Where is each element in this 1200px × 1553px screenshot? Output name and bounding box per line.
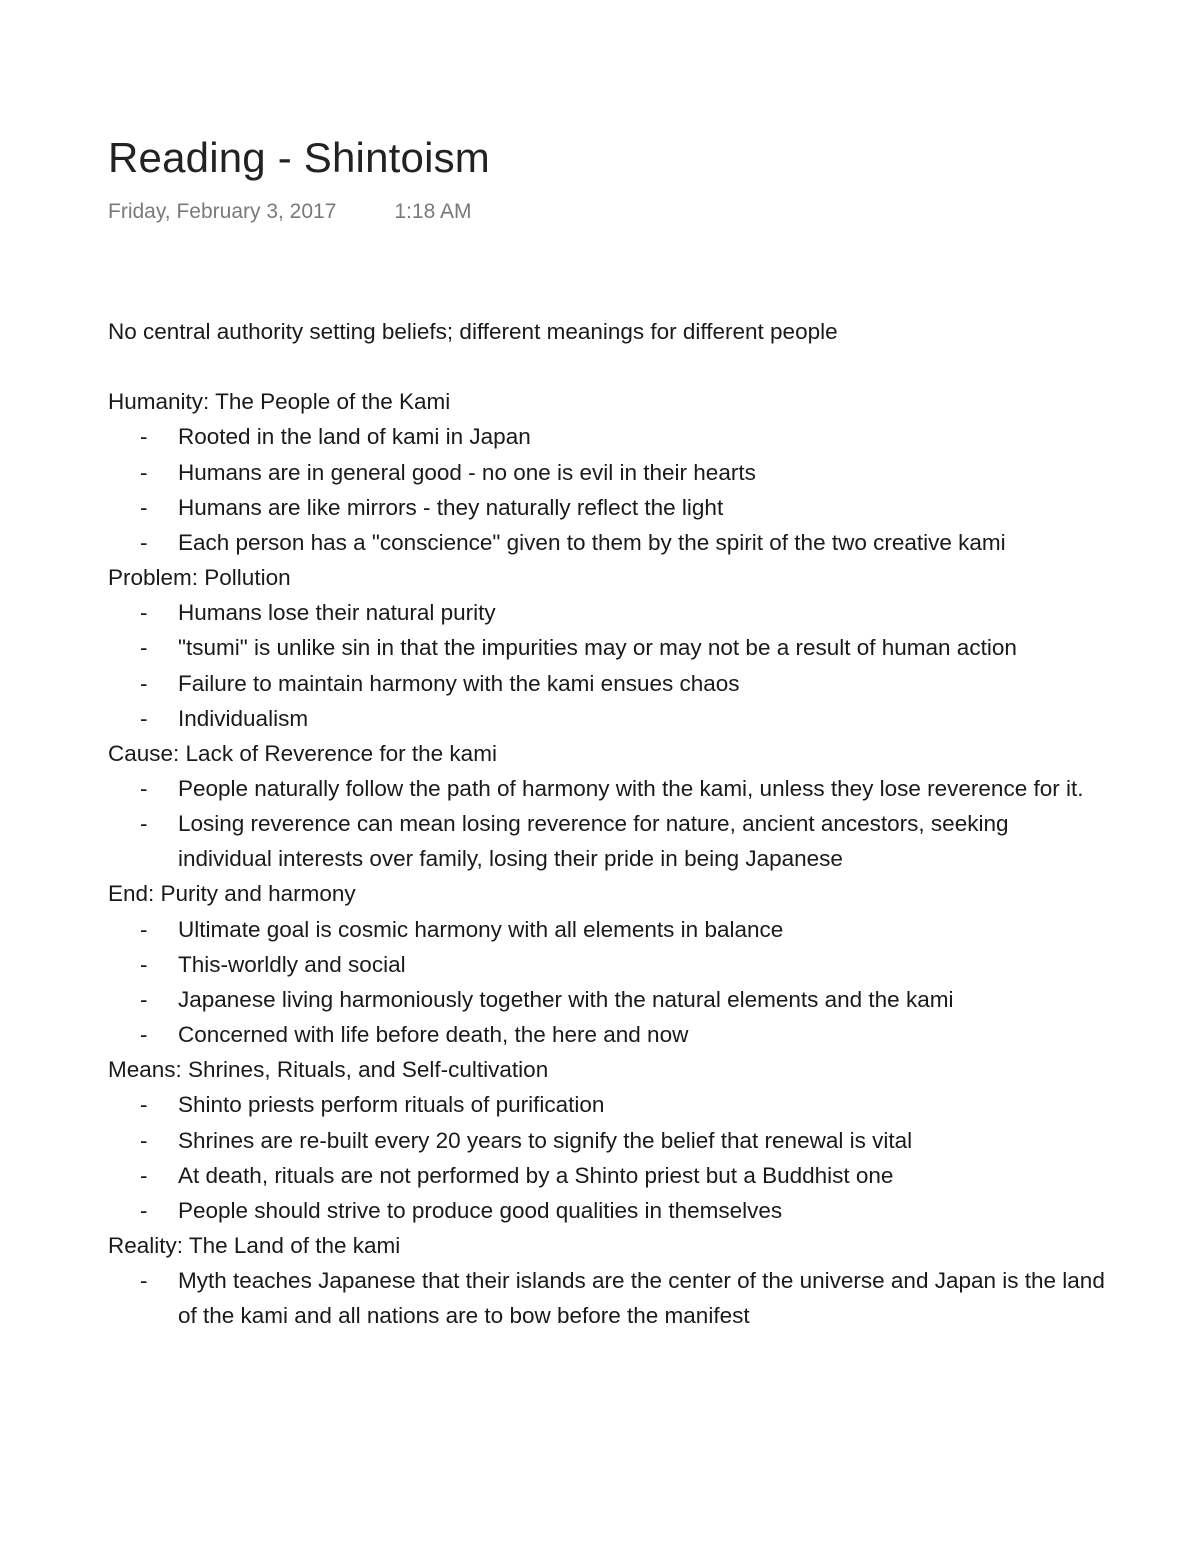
bullet-item bbox=[108, 982, 1108, 1017]
intro-line: No central authority setting beliefs; different meanings for different people bbox=[108, 319, 838, 344]
note-time: 1:18 AM bbox=[394, 200, 472, 223]
bullet-item bbox=[108, 666, 1108, 701]
bullet-item bbox=[108, 525, 1108, 560]
bullet-text: Myth teaches Japanese that their islands are the center of the universe and Japan is the land of the kami and all nations are to bow before the manifest bbox=[178, 1268, 1105, 1329]
page-title: Reading - Shintoism bbox=[108, 134, 490, 181]
bullet-item bbox=[108, 595, 1108, 630]
bullet-dash: - bbox=[140, 529, 148, 555]
section-end bbox=[108, 876, 1108, 1052]
bullet-item bbox=[108, 1193, 1108, 1228]
bullet-text: Japanese living harmoniously together with the natural elements and the kami bbox=[178, 986, 954, 1012]
bullet-text: Each person has a "conscience" given to them by the spirit of the two creative kami bbox=[178, 529, 1006, 555]
bullet-text: "tsumi" is unlike sin in that the impurities may or may not be a result of human action bbox=[178, 635, 1017, 661]
note-body bbox=[108, 314, 1108, 1334]
bullet-text: People should strive to produce good qualities in themselves bbox=[178, 1197, 783, 1223]
bullet-item bbox=[108, 630, 1108, 665]
section-heading: End: Purity and harmony bbox=[108, 881, 356, 907]
bullet-text: Humans lose their natural purity bbox=[178, 600, 496, 626]
note-date: Friday, February 3, 2017 bbox=[108, 200, 337, 223]
bullet-dash: - bbox=[140, 670, 148, 696]
bullet-dash: - bbox=[140, 1092, 148, 1118]
section-heading: Reality: The Land of the kami bbox=[108, 1233, 401, 1259]
section-heading: Means: Shrines, Rituals, and Self-cultivation bbox=[108, 1057, 549, 1083]
bullet-dash: - bbox=[140, 1162, 148, 1188]
bullet-dash: - bbox=[140, 705, 148, 731]
section-humanity bbox=[108, 384, 1108, 560]
bullet-item bbox=[108, 490, 1108, 525]
bullet-dash: - bbox=[140, 776, 148, 802]
note-metadata bbox=[108, 200, 471, 224]
bullet-dash: - bbox=[140, 1197, 148, 1223]
section-cause bbox=[108, 736, 1108, 877]
bullet-dash: - bbox=[140, 635, 148, 661]
bullet-text: Rooted in the land of kami in Japan bbox=[178, 424, 531, 450]
bullet-item bbox=[108, 806, 1108, 876]
bullet-dash: - bbox=[140, 1022, 148, 1048]
bullet-dash: - bbox=[140, 811, 148, 837]
bullet-text: At death, rituals are not performed by a Shinto priest but a Buddhist one bbox=[178, 1162, 894, 1188]
bullet-item bbox=[108, 1017, 1108, 1052]
bullet-item bbox=[108, 1087, 1108, 1122]
bullet-text: This-worldly and social bbox=[178, 951, 406, 977]
bullet-text: Shrines are re-built every 20 years to signify the belief that renewal is vital bbox=[178, 1127, 913, 1153]
bullet-item bbox=[108, 912, 1108, 947]
bullet-list bbox=[108, 1087, 1108, 1228]
bullet-item bbox=[108, 455, 1108, 490]
section-heading: Problem: Pollution bbox=[108, 565, 291, 591]
bullet-text: Losing reverence can mean losing reverence for nature, ancient ancestors, seeking individual interests over family, losing their pride in being Japanese bbox=[178, 811, 1009, 872]
bullet-dash: - bbox=[140, 1127, 148, 1153]
bullet-item bbox=[108, 947, 1108, 982]
bullet-dash: - bbox=[140, 951, 148, 977]
bullet-dash: - bbox=[140, 494, 148, 520]
bullet-list bbox=[108, 419, 1108, 560]
section-reality bbox=[108, 1228, 1108, 1333]
bullet-list bbox=[108, 771, 1108, 876]
bullet-list bbox=[108, 1263, 1108, 1333]
section-heading: Humanity: The People of the Kami bbox=[108, 389, 451, 415]
bullet-item bbox=[108, 771, 1108, 806]
bullet-text: Ultimate goal is cosmic harmony with all elements in balance bbox=[178, 916, 784, 942]
bullet-dash: - bbox=[140, 1268, 148, 1294]
section-means bbox=[108, 1052, 1108, 1228]
bullet-item bbox=[108, 701, 1108, 736]
bullet-dash: - bbox=[140, 916, 148, 942]
bullet-item bbox=[108, 1123, 1108, 1158]
bullet-text: Concerned with life before death, the here and now bbox=[178, 1022, 689, 1048]
bullet-item bbox=[108, 419, 1108, 454]
section-problem bbox=[108, 560, 1108, 736]
bullet-text: Individualism bbox=[178, 705, 309, 731]
bullet-text: Humans are like mirrors - they naturally reflect the light bbox=[178, 494, 724, 520]
bullet-dash: - bbox=[140, 459, 148, 485]
bullet-list bbox=[108, 595, 1108, 736]
bullet-item bbox=[108, 1263, 1108, 1333]
section-heading: Cause: Lack of Reverence for the kami bbox=[108, 740, 497, 766]
bullet-dash: - bbox=[140, 986, 148, 1012]
bullet-dash: - bbox=[140, 424, 148, 450]
bullet-text: Humans are in general good - no one is evil in their hearts bbox=[178, 459, 756, 485]
bullet-text: People naturally follow the path of harmony with the kami, unless they lose reverence for it. bbox=[178, 776, 1084, 802]
bullet-item bbox=[108, 1158, 1108, 1193]
bullet-text: Shinto priests perform rituals of purification bbox=[178, 1092, 605, 1118]
bullet-text: Failure to maintain harmony with the kami ensues chaos bbox=[178, 670, 740, 696]
bullet-dash: - bbox=[140, 600, 148, 626]
bullet-list bbox=[108, 912, 1108, 1053]
